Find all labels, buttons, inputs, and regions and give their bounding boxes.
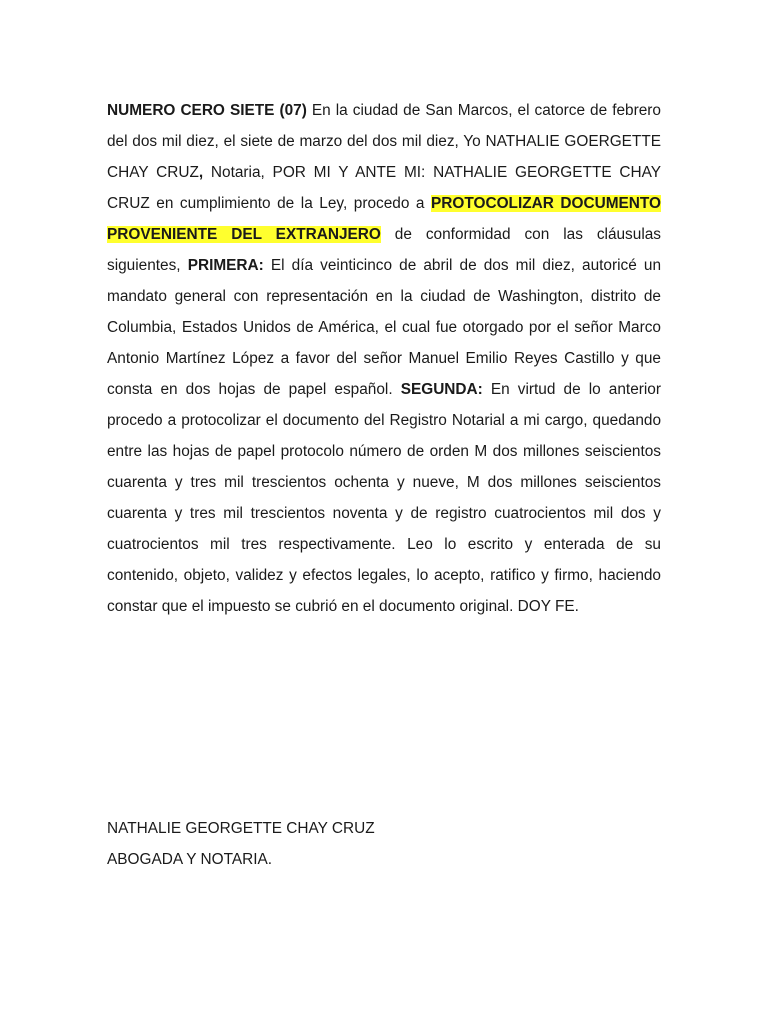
deed-clauses-intro: de conformidad con las cláusulas siguientes, <box>107 226 661 274</box>
clause-segunda-text: En virtud de lo anterior procedo a protocolizar el documento del Registro Notarial a mi cargo, quedando entre las hojas de papel protocolo número de orden M dos millones seiscientos cuarenta y tres mil trescientos ochenta y nueve, M dos millones seiscientos cuarenta y tres mil trescientos noventa y de registro cuatrocientos mil dos y cuatrocientos mil tres respectivamente. Leo lo escrito y enterada de su contenido, objeto, validez y efectos legales, lo acepto, ratifico y firmo, haciendo constar que el impuesto se cubrió en el documento original. DOY FE. <box>107 381 661 615</box>
deed-intro-text: En la ciudad de San Marcos, el catorce de febrero del dos mil diez, el siete de marzo del dos mil diez, Yo NATHALIE GOERGETTE CHAY CRUZ <box>107 102 661 181</box>
signature-name: NATHALIE GEORGETTE CHAY CRUZ <box>107 820 375 837</box>
deed-appearance-text: Notaria, POR MI Y ANTE MI: NATHALIE GEORGETTE CHAY CRUZ en cumplimiento de la Ley, procedo a <box>107 164 661 212</box>
signature-title: ABOGADA Y NOTARIA. <box>107 851 273 868</box>
deed-body <box>107 95 661 622</box>
deed-number: NUMERO CERO SIETE (07) <box>107 102 307 119</box>
clause-primera-label: PRIMERA: <box>187 257 264 274</box>
clause-segunda-label: SEGUNDA: <box>400 381 483 398</box>
comma-bold: , <box>198 164 204 181</box>
clause-primera-text: El día veinticinco de abril de dos mil diez, autoricé un mandato general con representación en la ciudad de Washington, distrito de Columbia, Estados Unidos de América, el cual fue otorgado por el señor Marco Antonio Martínez López a favor del señor Manuel Emilio Reyes Castillo y que consta en dos hojas de papel español. <box>107 257 662 398</box>
highlighted-act-title: PROTOCOLIZAR DOCUMENTO PROVENIENTE DEL EXTRANJERO <box>107 195 661 243</box>
